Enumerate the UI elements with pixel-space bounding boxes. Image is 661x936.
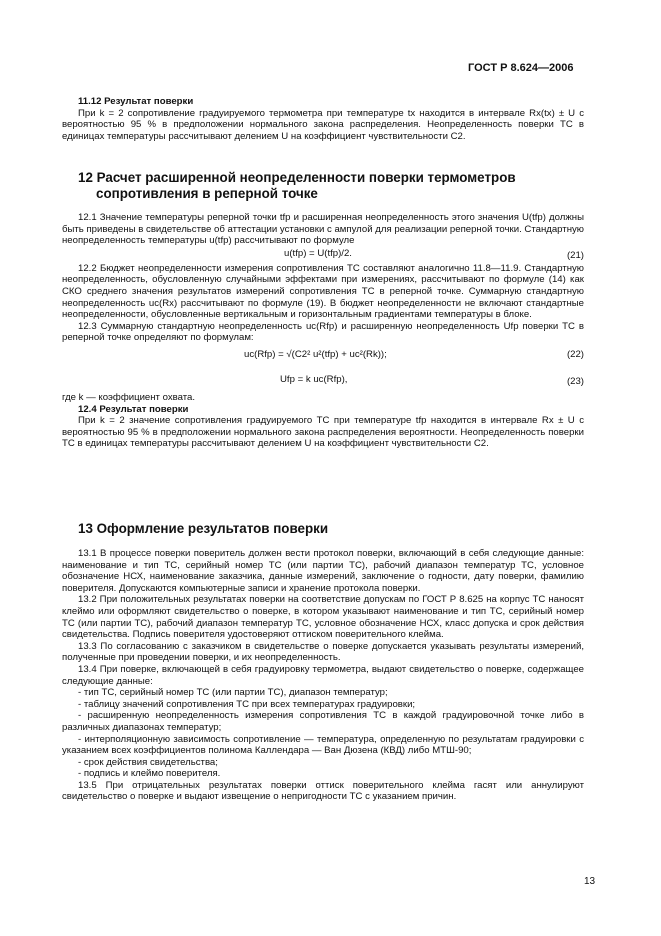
list-item: - таблицу значений сопротивления ТС при всех температурах градуировки; (78, 698, 416, 710)
equation-number: (22) (566, 348, 584, 360)
list-item: - интерполяционную зависимость сопротивление — температура, определенную по результатам градуировки с указанием всех коэффициентов полинома Каллендара — Ван Дюзена (КВД) либо МТШ-90; (62, 733, 584, 757)
paragraph-12-4: При k = 2 значение сопротивления градуируемого ТС при температуре tfp находится в интервале Rx ± U с вероятностью 95 % в предположении нормального закона распределения вероятности. Неопределенность поверки ТС в единицах температуры рассчитывают делением U на коэффициент чувствительности C2. (62, 415, 584, 450)
document-header: ГОСТ Р 8.624—2006 (468, 62, 574, 74)
paragraph-12-2: 12.2 Бюджет неопределенности измерения сопротивления ТС составляют аналогично 11.8—11.9. Стандартную неопределенность, обусловленную случайными эффектами при измерениях, рассчитывают по формуле (14) как СКО среднего значения результатов измерений сопротивления ТС в реперной точке. Суммарную стандартную неопределенность uc(Rx) рассчитывают по формуле (19). В бюджет неопределенности не включают стандартные неопределенности, обусловленные вертикальным и горизонтальным градиентами температуры в блоке. (62, 262, 584, 321)
paragraph: где k — коэффициент охвата. (62, 391, 196, 403)
paragraph-13-4: 13.4 При поверке, включающей в себя градуировку термометра, выдают свидетельство о поверке, содержащее следующие данные: (62, 663, 584, 687)
paragraph-13-3: 13.3 По согласованию с заказчиком в свидетельстве о поверке допускается указывать результаты измерений, полученные при проведении поверки, и их неопределенность. (62, 640, 584, 664)
equation-23 (62, 368, 584, 392)
paragraph: При k = 2 сопротивление градуируемого термометра при температуре tx находится в интервале Rx(tx) ± U с вероятностью 95 % в предположении нормального закона распределения. Неопределенность поверки ТС в единицах температуры рассчитывают делением U на коэффициент чувствительности C2. (62, 107, 584, 142)
list-item: - расширенную неопределенность измерения сопротивления ТС в каждой градуировочной точке либо в различных диапазонах температур; (62, 710, 584, 733)
equation-22 (62, 344, 584, 368)
formula: Ufp = k uc(Rfp), (280, 373, 348, 385)
paragraph-13-5: 13.5 При отрицательных результатах поверки оттиск поверительного клейма гасят или аннулируют свидетельство о поверке и выдают извещение о непригодности ТС с указанием причин. (62, 779, 584, 803)
page-number: 13 (584, 876, 596, 887)
list-item: - тип ТС, серийный номер ТС (или партии ТС), диапазон температур; (78, 687, 388, 699)
paragraph-13-2: 13.2 При положительных результатах поверки на соответствие допускам по ГОСТ Р 8.625 на корпус ТС наносят клеймо или оформляют свидетельство о поверке, в котором указывают наименование и тип ТС, серийный номер ТС (или партии ТС), рабочий диапазон температур ТС, условное обозначение НСХ, класс допуска и срок действия свидетельства. Подпись поверителя удостоверяют оттиском поверительного клейма. (62, 594, 584, 641)
section-13 (62, 521, 584, 803)
equation-number: (21) (566, 249, 584, 261)
equation-number: (23) (566, 375, 584, 387)
list-item: - подпись и клеймо поверителя. (78, 768, 221, 780)
section-heading: 12.4 Результат поверки (78, 403, 189, 415)
section-heading-cont: сопротивления в реперной точке (96, 186, 318, 201)
formula: uc(Rfp) = √(C2² u²(tfp) + uc²(Rk)); (244, 348, 387, 360)
formula: u(tfp) = U(tfp)/2. (284, 247, 352, 259)
section-heading: 11.12 Результат поверки (78, 96, 194, 107)
paragraph-12-1: 12.1 Значение температуры реперной точки tfp и расширенная неопределенность этого значения U(tfp) должны быть приведены в свидетельстве об аттестации установки с ампулой для реализации реперной точки. Стандартную неопределенность температуры u(tfp) рассчитывают по формуле (62, 212, 584, 247)
section-heading: 13 Оформление результатов поверки (78, 521, 329, 536)
section-heading: 12 Расчет расширенной неопределенности поверки термометров (78, 170, 516, 185)
list-item: - срок действия свидетельства; (78, 756, 218, 768)
section-12 (62, 170, 584, 450)
section-11-12 (62, 96, 584, 142)
equation-21 (62, 247, 584, 263)
paragraph-12-3: 12.3 Суммарную стандартную неопределенность uc(Rfp) и расширенную неопределенность Ufp поверки ТС в реперной точке определяют по формулам: (62, 320, 584, 344)
paragraph-13-1: 13.1 В процессе поверки поверитель должен вести протокол поверки, включающий в себя следующие данные: наименование и тип ТС, серийный номер ТС (или партии ТС), рабочий диапазон температур ТС, условное обозначение НСХ, наименование заказчика, данные измерений, заключение о годности, дату поверки, фамилию поверителя. Допускаются компьютерные записи и хранение протокола поверки. (62, 548, 584, 594)
